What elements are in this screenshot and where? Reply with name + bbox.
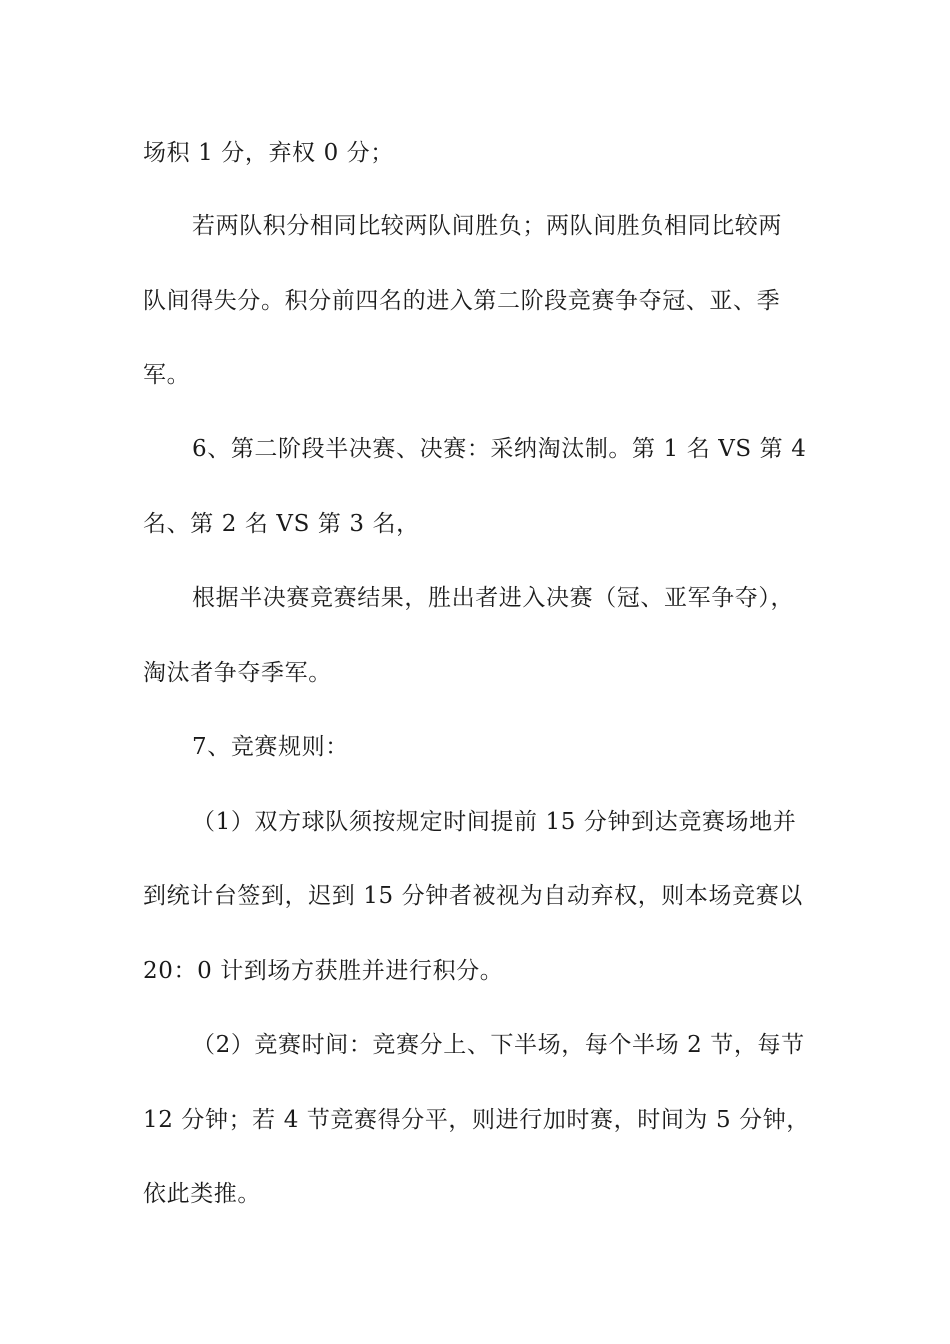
text-line: 淘汰者争夺季军。	[143, 660, 332, 686]
text-line: 队间得失分。积分前四名的进入第二阶段竞赛争夺冠、亚、季	[143, 288, 781, 314]
text-line: 若两队积分相同比较两队间胜负；两队间胜负相同比较两	[192, 213, 782, 239]
text-line: （1）双方球队须按规定时间提前 15 分钟到达竞赛场地并	[192, 809, 797, 835]
text-line: 6、第二阶段半决赛、决赛：采纳淘汰制。第 1 名 VS 第 4	[192, 436, 807, 462]
text-line: 根据半决赛竞赛结果，胜出者进入决赛（冠、亚军争夺），	[192, 585, 795, 611]
text-line: 20：0 计到场方获胜并进行积分。	[143, 958, 504, 984]
text-line: （2）竞赛时间：竞赛分上、下半场，每个半场 2 节，每节	[192, 1032, 805, 1058]
text-line: 到统计台签到，迟到 15 分钟者被视为自动弃权，则本场竞赛以	[143, 883, 803, 909]
text-line: 12 分钟；若 4 节竞赛得分平，则进行加时赛，时间为 5 分钟，	[143, 1107, 810, 1133]
text-line: 7、竞赛规则：	[192, 734, 349, 760]
text-line: 军。	[143, 362, 191, 388]
text-line: 场积 1 分，弃权 0 分；	[143, 140, 394, 166]
text-line: 名、第 2 名 VS 第 3 名，	[143, 511, 420, 537]
text-line: 依此类推。	[143, 1181, 261, 1207]
